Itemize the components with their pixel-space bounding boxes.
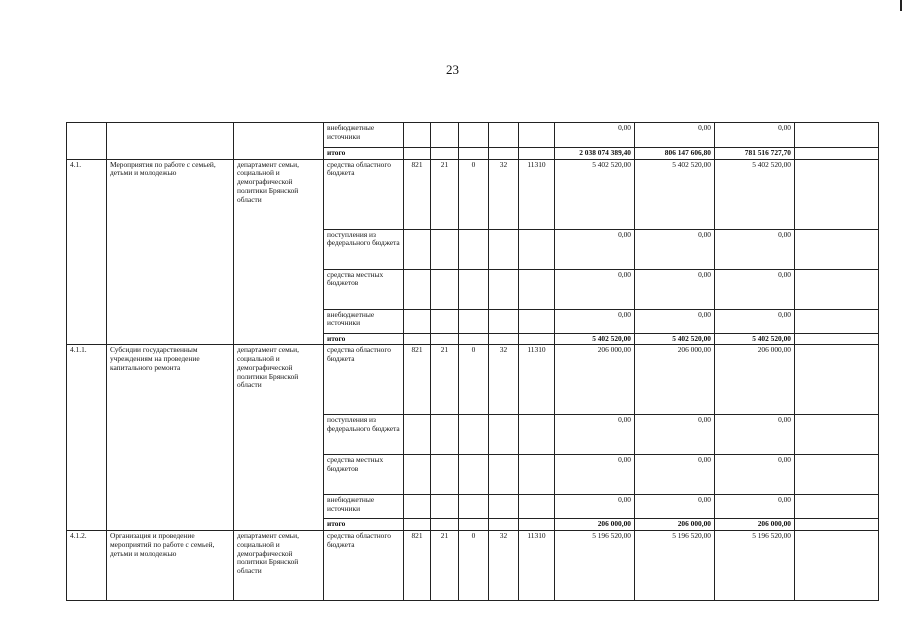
- item-executor: департамент семьи, социальной и демографической политики Брянской области: [234, 159, 324, 345]
- budget-code-1: [404, 123, 431, 148]
- budget-code-5: [519, 333, 555, 345]
- budget-code-5: [519, 123, 555, 148]
- amount-year-3: 5 402 520,00: [715, 159, 795, 229]
- amount-year-1: 0,00: [555, 415, 635, 455]
- table-row: [67, 531, 879, 601]
- item-executor: департамент семьи, социальной и демографической политики Брянской области: [234, 531, 324, 601]
- budget-code-2: [431, 415, 459, 455]
- amount-year-3: 206 000,00: [715, 519, 795, 531]
- budget-code-1: [404, 455, 431, 495]
- item-number: 4.1.: [67, 159, 107, 345]
- amount-year-1: 0,00: [555, 309, 635, 333]
- amount-year-3: 5 196 520,00: [715, 531, 795, 601]
- budget-code-3: [459, 148, 489, 160]
- amount-year-3: 0,00: [715, 309, 795, 333]
- amount-year-3: 5 402 520,00: [715, 333, 795, 345]
- funding-source: итого: [324, 148, 404, 160]
- amount-year-3: 206 000,00: [715, 345, 795, 415]
- amount-year-2: 5 402 520,00: [635, 159, 715, 229]
- item-name: Организация и проведение мероприятий по работе с семьей, детьми и молодежью: [107, 531, 234, 601]
- extra-cell: [795, 159, 879, 229]
- amount-year-2: 0,00: [635, 309, 715, 333]
- extra-cell: [795, 148, 879, 160]
- extra-cell: [795, 345, 879, 415]
- budget-code-1: 821: [404, 531, 431, 601]
- amount-year-1: 0,00: [555, 495, 635, 519]
- budget-code-1: [404, 495, 431, 519]
- amount-year-1: 206 000,00: [555, 345, 635, 415]
- amount-year-2: 206 000,00: [635, 345, 715, 415]
- amount-year-3: 0,00: [715, 123, 795, 148]
- extra-cell: [795, 269, 879, 309]
- item-name: Мероприятия по работе с семьей, детьми и молодежью: [107, 159, 234, 345]
- budget-code-4: [489, 455, 519, 495]
- amount-year-1: 0,00: [555, 269, 635, 309]
- budget-code-4: [489, 333, 519, 345]
- budget-code-5: [519, 309, 555, 333]
- table-body: [67, 123, 879, 601]
- amount-year-2: 0,00: [635, 495, 715, 519]
- budget-code-4: 32: [489, 345, 519, 415]
- page-number: 23: [446, 62, 459, 77]
- budget-code-3: [459, 229, 489, 269]
- budget-code-1: [404, 309, 431, 333]
- extra-cell: [795, 123, 879, 148]
- edge-mark: [900, 0, 902, 11]
- budget-code-2: [431, 519, 459, 531]
- budget-code-3: 0: [459, 345, 489, 415]
- item-executor: [234, 123, 324, 160]
- budget-code-1: [404, 229, 431, 269]
- amount-year-2: 0,00: [635, 415, 715, 455]
- amount-year-3: 781 516 727,70: [715, 148, 795, 160]
- budget-table: [66, 122, 879, 601]
- amount-year-2: 5 196 520,00: [635, 531, 715, 601]
- budget-code-4: [489, 269, 519, 309]
- amount-year-1: 0,00: [555, 123, 635, 148]
- budget-code-3: [459, 309, 489, 333]
- budget-code-3: [459, 269, 489, 309]
- budget-code-5: [519, 148, 555, 160]
- funding-source: поступления из федерального бюджета: [324, 415, 404, 455]
- amount-year-3: 0,00: [715, 229, 795, 269]
- budget-code-5: 11310: [519, 159, 555, 229]
- funding-source: средства местных бюджетов: [324, 269, 404, 309]
- extra-cell: [795, 415, 879, 455]
- budget-code-2: [431, 455, 459, 495]
- budget-code-3: [459, 495, 489, 519]
- budget-code-5: [519, 495, 555, 519]
- budget-code-4: [489, 519, 519, 531]
- budget-code-2: 21: [431, 531, 459, 601]
- budget-code-2: [431, 148, 459, 160]
- amount-year-3: 0,00: [715, 415, 795, 455]
- amount-year-2: 0,00: [635, 269, 715, 309]
- budget-code-2: 21: [431, 159, 459, 229]
- amount-year-2: 0,00: [635, 123, 715, 148]
- amount-year-2: 806 147 606,80: [635, 148, 715, 160]
- funding-source: средства местных бюджетов: [324, 455, 404, 495]
- funding-source: поступления из федерального бюджета: [324, 229, 404, 269]
- budget-code-4: [489, 309, 519, 333]
- budget-code-1: [404, 415, 431, 455]
- amount-year-1: 5 196 520,00: [555, 531, 635, 601]
- budget-code-1: [404, 148, 431, 160]
- budget-code-2: [431, 333, 459, 345]
- amount-year-1: 2 038 074 389,40: [555, 148, 635, 160]
- budget-code-2: [431, 495, 459, 519]
- budget-code-4: [489, 229, 519, 269]
- extra-cell: [795, 495, 879, 519]
- budget-code-3: [459, 455, 489, 495]
- budget-code-2: [431, 309, 459, 333]
- extra-cell: [795, 333, 879, 345]
- budget-code-4: [489, 148, 519, 160]
- amount-year-2: 0,00: [635, 229, 715, 269]
- item-number: [67, 123, 107, 160]
- item-number: 4.1.2.: [67, 531, 107, 601]
- budget-code-5: [519, 229, 555, 269]
- amount-year-2: 206 000,00: [635, 519, 715, 531]
- item-number: 4.1.1.: [67, 345, 107, 531]
- amount-year-3: 0,00: [715, 455, 795, 495]
- funding-source: итого: [324, 333, 404, 345]
- extra-cell: [795, 309, 879, 333]
- budget-code-5: [519, 519, 555, 531]
- amount-year-2: 5 402 520,00: [635, 333, 715, 345]
- item-name: Субсидии государственным учреждениям на проведение капитального ремонта: [107, 345, 234, 531]
- extra-cell: [795, 229, 879, 269]
- item-name: [107, 123, 234, 160]
- budget-code-2: [431, 229, 459, 269]
- budget-code-4: 32: [489, 531, 519, 601]
- budget-code-4: 32: [489, 159, 519, 229]
- funding-source: средства областного бюджета: [324, 345, 404, 415]
- budget-code-3: [459, 519, 489, 531]
- amount-year-1: 5 402 520,00: [555, 159, 635, 229]
- budget-code-3: 0: [459, 159, 489, 229]
- funding-source: итого: [324, 519, 404, 531]
- extra-cell: [795, 531, 879, 601]
- amount-year-1: 0,00: [555, 455, 635, 495]
- budget-code-5: 11310: [519, 345, 555, 415]
- budget-code-2: [431, 123, 459, 148]
- amount-year-1: 0,00: [555, 229, 635, 269]
- budget-code-4: [489, 495, 519, 519]
- table-row: [67, 123, 879, 148]
- budget-code-1: [404, 269, 431, 309]
- funding-source: внебюджетные источники: [324, 123, 404, 148]
- amount-year-3: 0,00: [715, 269, 795, 309]
- extra-cell: [795, 455, 879, 495]
- budget-code-1: 821: [404, 159, 431, 229]
- funding-source: средства областного бюджета: [324, 159, 404, 229]
- budget-code-5: [519, 455, 555, 495]
- extra-cell: [795, 519, 879, 531]
- budget-code-1: [404, 519, 431, 531]
- amount-year-1: 206 000,00: [555, 519, 635, 531]
- budget-code-2: [431, 269, 459, 309]
- funding-source: средства областного бюджета: [324, 531, 404, 601]
- budget-code-2: 21: [431, 345, 459, 415]
- table-row: [67, 345, 879, 415]
- budget-code-3: 0: [459, 531, 489, 601]
- amount-year-2: 0,00: [635, 455, 715, 495]
- funding-source: внебюджетные источники: [324, 495, 404, 519]
- budget-code-5: [519, 269, 555, 309]
- budget-code-3: [459, 123, 489, 148]
- budget-code-3: [459, 333, 489, 345]
- budget-code-4: [489, 415, 519, 455]
- amount-year-3: 0,00: [715, 495, 795, 519]
- funding-source: внебюджетные источники: [324, 309, 404, 333]
- budget-code-5: 11310: [519, 531, 555, 601]
- table-row: [67, 159, 879, 229]
- budget-code-4: [489, 123, 519, 148]
- budget-code-1: 821: [404, 345, 431, 415]
- budget-code-5: [519, 415, 555, 455]
- budget-code-3: [459, 415, 489, 455]
- amount-year-1: 5 402 520,00: [555, 333, 635, 345]
- item-executor: департамент семьи, социальной и демографической политики Брянской области: [234, 345, 324, 531]
- budget-code-1: [404, 333, 431, 345]
